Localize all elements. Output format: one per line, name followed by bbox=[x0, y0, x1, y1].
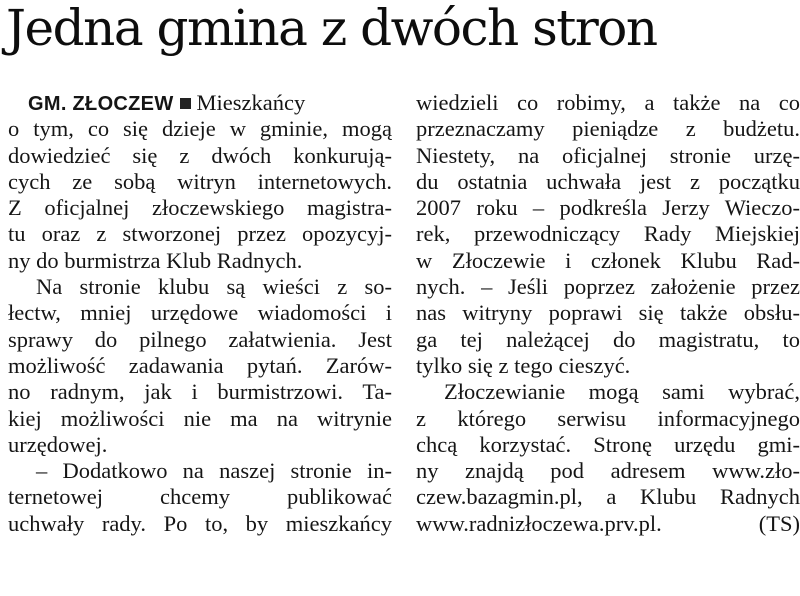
text-line-content: Mieszkańcy bbox=[196, 90, 306, 115]
text-line: ny znajdą pod adresem www.zło- bbox=[416, 458, 800, 484]
text-line: sprawy do pilnego załatwienia. Jest bbox=[8, 326, 392, 352]
text-line: dowiedzieć się z dwóch konkurują- bbox=[8, 142, 392, 168]
text-line: kiej możliwości nie ma na witrynie bbox=[8, 405, 392, 431]
text-line: chcą korzystać. Stronę urzędu gmi- bbox=[416, 431, 800, 457]
text-line: uchwały rady. Po to, by mieszkańcy bbox=[8, 510, 392, 536]
text-line: tu oraz z stworzonej przez opozycyj- bbox=[8, 221, 392, 247]
text-line: ternetowej chcemy publikować bbox=[8, 484, 392, 510]
text-line: przeznaczamy pieniądze z budżetu. bbox=[416, 116, 800, 142]
text-line: Na stronie klubu są wieści z so- bbox=[36, 274, 392, 300]
text-line: łectw, mniej urzędowe wiadomości i bbox=[8, 300, 392, 326]
text-line: Złoczewianie mogą sami wybrać, bbox=[444, 379, 800, 405]
text-line: w Złoczewie i członek Klubu Rad- bbox=[416, 247, 800, 273]
text-line: wiedzieli co robimy, a także na co bbox=[416, 90, 800, 115]
text-line: czew.bazagmin.pl, a Klubu Radnych bbox=[416, 484, 800, 510]
text-line: ny do burmistrza Klub Radnych. bbox=[8, 247, 303, 273]
text-line: nas witryny poprawi się także obsłu- bbox=[416, 300, 800, 326]
article-column-right bbox=[416, 90, 800, 537]
dateline-bullet-icon bbox=[180, 98, 191, 109]
text-line: możliwość zadawania pytań. Zarów- bbox=[8, 352, 392, 378]
text-line: cych ze sobą witryn internetowych. bbox=[8, 168, 392, 194]
text-line: no radnym, jak i burmistrzowi. Ta- bbox=[8, 379, 392, 405]
text-line: tylko się z tego cieszyć. bbox=[416, 352, 631, 378]
text-line: rek, przewodniczący Rady Miejskiej bbox=[416, 221, 800, 247]
text-line: Z oficjalnej złoczewskiego magistra- bbox=[8, 195, 392, 221]
text-line bbox=[8, 90, 392, 116]
text-line: urzędowej. bbox=[8, 431, 108, 457]
text-line: www.radnizłoczewa.prv.pl. (TS) bbox=[416, 510, 800, 536]
text-line: nych. – Jeśli poprzez założenie przez bbox=[416, 274, 800, 300]
text-line: du ostatnia uchwała jest z początku bbox=[416, 168, 800, 194]
text-line: z którego serwisu informacyjnego bbox=[416, 405, 800, 431]
text-line: ga tej należącej do magistratu, to bbox=[416, 326, 800, 352]
dateline: GM. ZŁOCZEW bbox=[28, 93, 174, 115]
text-line: – Dodatkowo na naszej stronie in- bbox=[36, 458, 392, 484]
article-headline: Jedna gmina z dwóch stron bbox=[6, 0, 657, 57]
text-line: o tym, co się dzieje w gminie, mogą bbox=[8, 116, 392, 142]
text-line: 2007 roku – podkreśla Jerzy Wieczo- bbox=[416, 195, 800, 221]
text-line: Niestety, na oficjalnej stronie urzę- bbox=[416, 142, 800, 168]
article-column-left bbox=[8, 90, 392, 537]
